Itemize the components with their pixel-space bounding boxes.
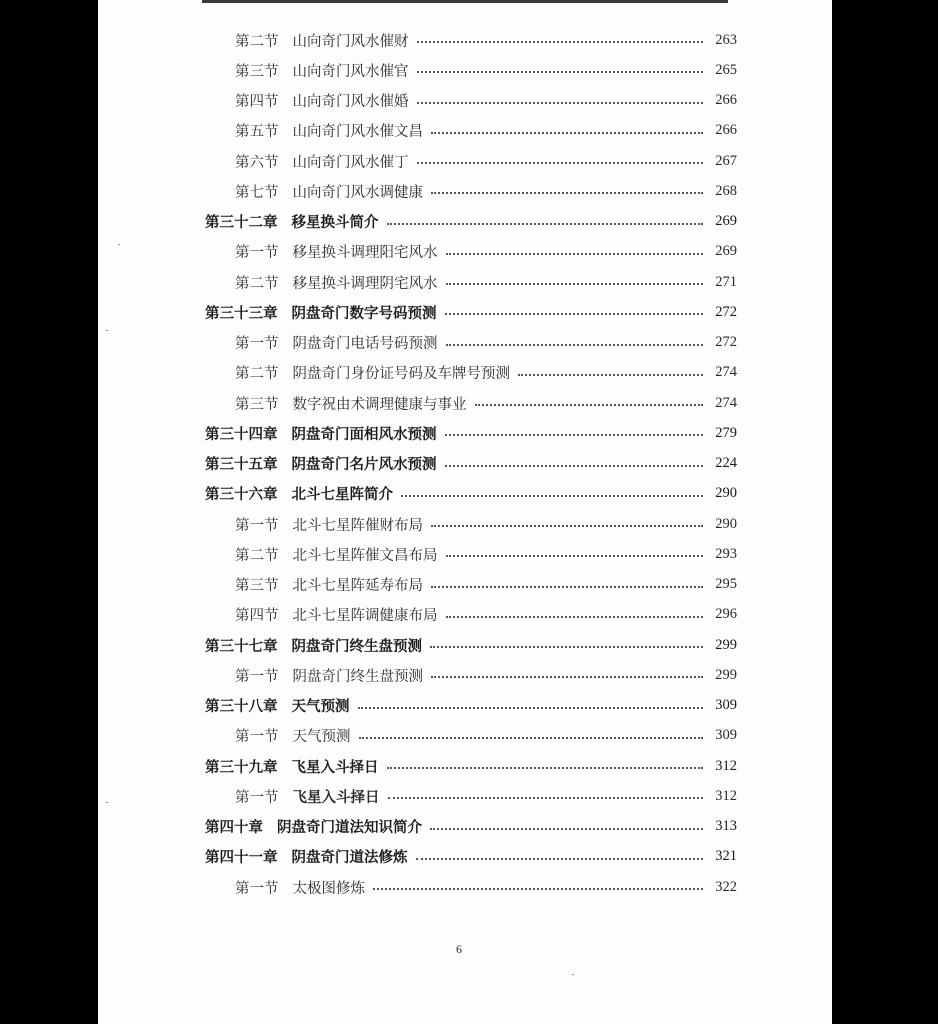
toc-entry-title: 数字祝由术调理健康与事业: [292, 396, 467, 413]
toc-entry-title: 山向奇门风水催财: [292, 33, 409, 50]
toc-section-row: [98, 539, 832, 569]
page-number: 6: [456, 942, 462, 956]
toc-entry-title: 山向奇门风水催丁: [292, 154, 409, 171]
toc-entry-number: 第六节: [235, 154, 279, 171]
toc-entry-page: 266: [715, 92, 737, 109]
toc-section-row: [98, 358, 832, 388]
document-page: [98, 0, 832, 1024]
dot-leader: [446, 555, 704, 557]
toc-entry-title: 阴盘奇门道法知识简介: [277, 819, 422, 837]
toc-section-row: [98, 388, 832, 418]
toc-section-row: [98, 570, 832, 600]
toc-entry-number: 第三十七章: [205, 637, 278, 655]
toc-entry-page: 290: [715, 485, 737, 502]
toc-chapter-row: [98, 812, 832, 842]
toc-entry-number: 第三十六章: [205, 486, 278, 504]
toc-entry-title: 阴盘奇门道法修炼: [291, 849, 408, 867]
toc-entry-page: 268: [715, 182, 737, 199]
toc-entry-title: 山向奇门风水催文昌: [292, 124, 423, 141]
toc-entry-number: 第三节: [235, 63, 279, 80]
dot-leader: [445, 434, 704, 436]
dot-leader: [373, 888, 703, 890]
toc-entry-number: 第三十三章: [205, 304, 278, 322]
toc-entry-page: 312: [715, 757, 737, 774]
toc-chapter-row: [98, 418, 832, 448]
toc-entry-title: 山向奇门风水调健康: [292, 184, 423, 201]
dot-leader: [401, 495, 703, 497]
toc-entry-number: 第四节: [235, 608, 279, 625]
toc-entry-page: 274: [715, 394, 737, 411]
dot-leader: [445, 465, 704, 467]
toc-entry-title: 移星换斗调理阴宅风水: [292, 275, 438, 292]
scan-speck: [118, 244, 120, 245]
dot-leader: [446, 253, 704, 255]
toc-entry-title: 飞星入斗择日: [291, 758, 379, 776]
toc-entry-title: 飞星入斗择日: [292, 788, 380, 806]
toc-entry-title: 阴盘奇门名片风水预测: [291, 456, 437, 474]
toc-chapter-row: [98, 691, 832, 721]
toc-entry-page: 293: [715, 545, 737, 562]
toc-entry-title: 天气预测: [292, 729, 351, 746]
toc-chapter-row: [98, 297, 832, 327]
table-of-contents: [98, 25, 832, 902]
toc-entry-number: 第三十九章: [205, 758, 278, 776]
toc-entry-title: 北斗七星阵催财布局: [292, 517, 423, 534]
toc-entry-number: 第一节: [235, 729, 279, 746]
toc-entry-page: 271: [715, 273, 737, 290]
toc-entry-number: 第四十章: [205, 819, 263, 837]
toc-section-row: [98, 660, 832, 690]
toc-entry-number: 第四节: [235, 94, 279, 111]
dot-leader: [417, 71, 704, 73]
toc-chapter-row: [98, 449, 832, 479]
toc-section-row: [98, 872, 832, 902]
toc-entry-number: 第二节: [235, 275, 279, 292]
toc-entry-title: 阴盘奇门终生盘预测: [291, 637, 422, 655]
toc-entry-page: 265: [715, 61, 737, 78]
toc-entry-number: 第三节: [235, 396, 279, 413]
toc-entry-title: 阴盘奇门电话号码预测: [292, 336, 438, 353]
toc-chapter-row: [98, 479, 832, 509]
toc-entry-number: 第二节: [235, 33, 279, 50]
toc-entry-page: 269: [715, 213, 737, 230]
scan-speck: [106, 330, 108, 331]
dot-leader: [431, 132, 703, 134]
toc-entry-number: 第三十二章: [205, 214, 278, 232]
toc-chapter-row: [98, 630, 832, 660]
toc-entry-page: 269: [715, 243, 737, 260]
toc-entry-page: 272: [715, 303, 737, 320]
toc-entry-page: 321: [715, 848, 737, 865]
toc-entry-title: 阴盘奇门数字号码预测: [291, 304, 437, 322]
toc-section-row: [98, 600, 832, 630]
toc-entry-title: 移星换斗简介: [291, 214, 379, 232]
toc-entry-number: 第一节: [235, 789, 279, 806]
toc-entry-number: 第二节: [235, 547, 279, 564]
toc-entry-title: 北斗七星阵催文昌布局: [292, 547, 438, 564]
toc-entry-page: 299: [715, 666, 737, 683]
dot-leader: [445, 313, 704, 315]
toc-entry-number: 第三十八章: [205, 698, 278, 716]
toc-section-row: [98, 328, 832, 358]
dot-leader: [475, 404, 704, 406]
toc-chapter-row: [98, 751, 832, 781]
dot-leader: [388, 797, 704, 799]
toc-entry-title: 阴盘奇门面相风水预测: [291, 425, 437, 443]
toc-entry-number: 第二节: [235, 366, 279, 383]
toc-entry-number: 第四十一章: [205, 849, 278, 867]
toc-entry-page: 263: [715, 31, 737, 48]
dot-leader: [446, 344, 704, 346]
dot-leader: [431, 525, 703, 527]
dot-leader: [446, 283, 704, 285]
toc-entry-title: 太极图修炼: [292, 880, 365, 897]
toc-section-row: [98, 509, 832, 539]
toc-section-row: [98, 781, 832, 811]
dot-leader: [387, 767, 704, 769]
dot-leader: [417, 162, 704, 164]
toc-entry-title: 山向奇门风水催婚: [292, 94, 409, 111]
toc-entry-number: 第一节: [235, 517, 279, 534]
dot-leader: [446, 616, 704, 618]
top-rule: [202, 0, 728, 3]
toc-entry-number: 第一节: [235, 668, 279, 685]
toc-entry-number: 第五节: [235, 124, 279, 141]
toc-entry-page: 313: [715, 818, 737, 835]
toc-entry-page: 279: [715, 424, 737, 441]
toc-entry-page: 296: [715, 606, 737, 623]
toc-section-row: [98, 86, 832, 116]
toc-entry-number: 第七节: [235, 184, 279, 201]
dot-leader: [417, 41, 704, 43]
toc-section-row: [98, 25, 832, 55]
toc-entry-page: 295: [715, 576, 737, 593]
dot-leader: [387, 223, 704, 225]
toc-entry-page: 274: [715, 364, 737, 381]
toc-entry-page: 299: [715, 636, 737, 653]
toc-entry-number: 第三十四章: [205, 425, 278, 443]
dot-leader: [430, 646, 703, 648]
toc-entry-title: 天气预测: [291, 698, 350, 716]
toc-entry-number: 第三节: [235, 578, 279, 595]
toc-entry-page: 266: [715, 122, 737, 139]
toc-entry-page: 267: [715, 152, 737, 169]
dot-leader: [431, 586, 703, 588]
toc-entry-title: 北斗七星阵延寿布局: [292, 578, 423, 595]
toc-entry-number: 第一节: [235, 880, 279, 897]
toc-entry-title: 阴盘奇门身份证号码及车牌号预测: [292, 366, 510, 383]
dot-leader: [358, 707, 704, 709]
toc-entry-number: 第三十五章: [205, 456, 278, 474]
toc-entry-page: 322: [715, 878, 737, 895]
toc-entry-page: 312: [715, 787, 737, 804]
toc-section-row: [98, 146, 832, 176]
dot-leader: [431, 192, 703, 194]
toc-entry-title: 阴盘奇门终生盘预测: [292, 668, 423, 685]
toc-entry-number: 第一节: [235, 245, 279, 262]
toc-entry-title: 山向奇门风水催官: [292, 63, 409, 80]
dot-leader: [359, 737, 704, 739]
toc-entry-title: 北斗七星阵简介: [291, 486, 393, 504]
toc-section-row: [98, 55, 832, 85]
dot-leader: [431, 676, 703, 678]
dot-leader: [417, 102, 704, 104]
toc-entry-title: 移星换斗调理阳宅风水: [292, 245, 438, 262]
scan-speck: [572, 974, 574, 975]
toc-chapter-row: [98, 207, 832, 237]
toc-section-row: [98, 116, 832, 146]
toc-entry-page: 224: [715, 455, 737, 472]
toc-section-row: [98, 721, 832, 751]
toc-section-row: [98, 267, 832, 297]
toc-entry-page: 272: [715, 334, 737, 351]
dot-leader: [430, 828, 703, 830]
toc-chapter-row: [98, 842, 832, 872]
toc-entry-page: 309: [715, 697, 737, 714]
toc-entry-page: 309: [715, 727, 737, 744]
dot-leader: [416, 858, 704, 860]
toc-section-row: [98, 176, 832, 206]
toc-section-row: [98, 237, 832, 267]
toc-entry-page: 290: [715, 515, 737, 532]
toc-entry-title: 北斗七星阵调健康布局: [292, 608, 438, 625]
toc-entry-number: 第一节: [235, 336, 279, 353]
dot-leader: [518, 374, 703, 376]
scan-speck: [106, 802, 108, 803]
